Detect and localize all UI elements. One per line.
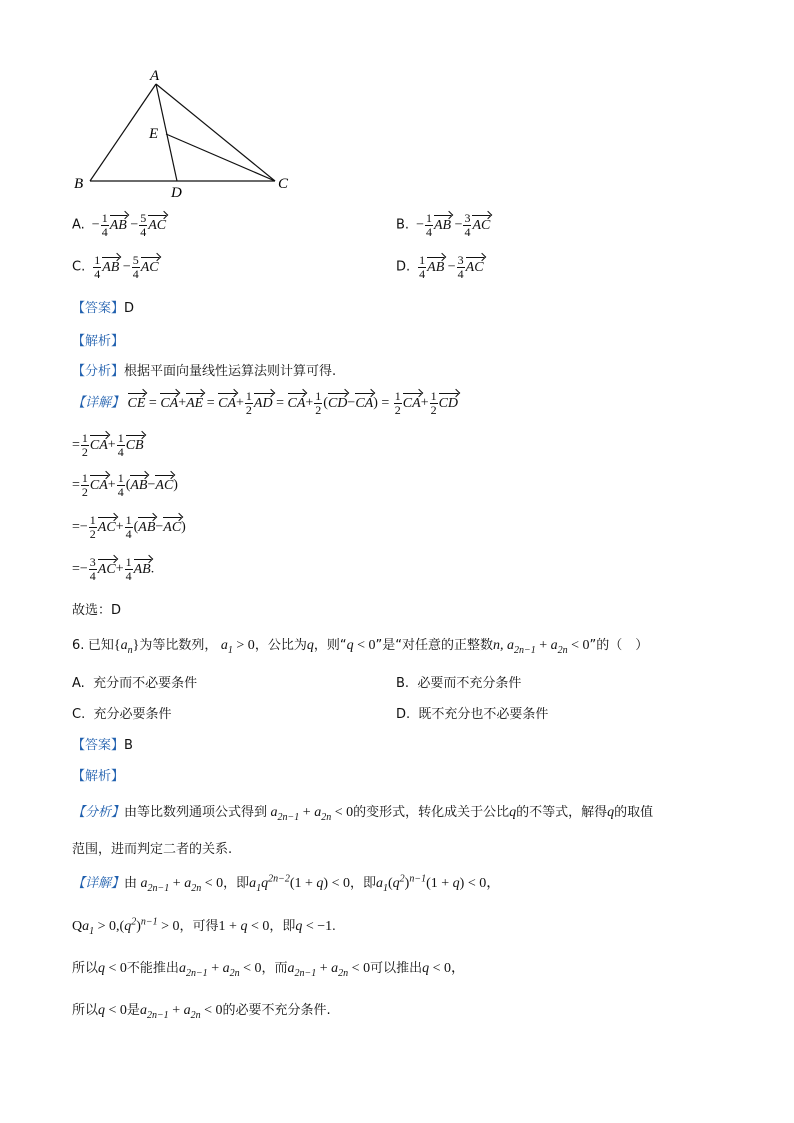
triangle-figure bbox=[70, 64, 300, 204]
q6-fenxi-line-2: 范围，进而判定二者的关系. bbox=[72, 842, 233, 857]
q6-option-c[interactable]: C. 充分必要条件 bbox=[72, 707, 172, 722]
q5-option-c[interactable]: C. $\frac{1}{4}$ AB − $\frac{5}{4}$ AC bbox=[72, 253, 159, 281]
q5-fenxi: 【分析】根据平面向量线性运算法则计算可得. bbox=[72, 364, 337, 379]
label-c: C bbox=[278, 176, 289, 192]
q6-option-a[interactable]: A. 充分而不必要条件 bbox=[72, 676, 198, 691]
q6-answer: 【答案】B bbox=[72, 738, 133, 753]
q6-detail-line-1: 【详解】由 $a_{2n-1} + a_{2n} < 0$，即$a_1q^{2n-2}(1 + q) < 0$，即$a_1(q^2)^{n-1}(1 + q) < 0$， bbox=[72, 873, 501, 894]
q5-option-a[interactable]: A. − $\frac{1}{4}$ AB − $\frac{5}{4}$ AC bbox=[72, 211, 167, 239]
q6-detail-line-2: $Qa_1 > 0,(q^2)^{n-1} > 0$，可得1 + q < 0，即q < −1. bbox=[72, 916, 336, 937]
q5-analysis-tag: 【解析】 bbox=[72, 334, 125, 349]
q5-conclusion: 故选：D bbox=[72, 603, 122, 618]
label-e: E bbox=[149, 126, 159, 142]
q6-fenxi-line-1: 【分析】由等比数列通项公式得到 $a_{2n-1} + a_{2n} < 0$的变形式，转化成关于公比q的不等式，解得q的取值 bbox=[72, 805, 654, 823]
q5-detail-line-3: = $\frac{1}{2}$ CA+ $\frac{1}{4}$ (AB−AC) bbox=[72, 471, 178, 499]
label-d: D bbox=[171, 185, 182, 201]
label-a: A bbox=[150, 68, 160, 84]
q6-option-d[interactable]: D. 既不充分也不必要条件 bbox=[396, 707, 549, 722]
q6-detail-line-3: 所以q < 0不能推出$a_{2n-1} + a_{2n} < 0$，而$a_{2n-1} + a_{2n} < 0$可以推出q < 0， bbox=[72, 961, 465, 979]
q5-detail-line-4: =− $\frac{1}{2}$ AC+ $\frac{1}{4}$ (AB−AC) bbox=[72, 513, 186, 541]
q5-detail-line-2: = $\frac{1}{2}$ CA+ $\frac{1}{4}$ CB bbox=[72, 431, 144, 459]
q5-option-d[interactable]: D. $\frac{1}{4}$ AB − $\frac{3}{4}$ AC bbox=[396, 253, 484, 281]
q5-option-b[interactable]: B. − $\frac{1}{4}$ AB − $\frac{3}{4}$ AC bbox=[396, 211, 491, 239]
q6-option-b[interactable]: B. 必要而不充分条件 bbox=[396, 676, 522, 691]
q6-analysis-tag: 【解析】 bbox=[72, 769, 125, 784]
q5-detail-line-1: 【详解】 CE = CA+AE = CA+ $\frac{1}{2}$ AD = CA+ $\frac{1}{2}$ (CD−CA) = $\frac{1}{2}$ CA+ $\frac{1}{2}$ CD bbox=[72, 389, 459, 417]
q6-detail-line-4: 所以q < 0是$a_{2n-1} + a_{2n} < 0$的必要不充分条件. bbox=[72, 1003, 331, 1021]
q6-stem: 6. 已知$\{a_n\}$为等比数列， $a_1 > 0$，公比为q，则“q < 0”是“对任意的正整数n, $a_{2n-1} + a_{2n} < 0$”的（ ） bbox=[72, 638, 649, 656]
q5-detail-line-5: =− $\frac{3}{4}$ AC+ $\frac{1}{4}$ AB. bbox=[72, 555, 155, 583]
q5-answer: 【答案】D bbox=[72, 301, 135, 316]
label-b: B bbox=[74, 176, 84, 192]
